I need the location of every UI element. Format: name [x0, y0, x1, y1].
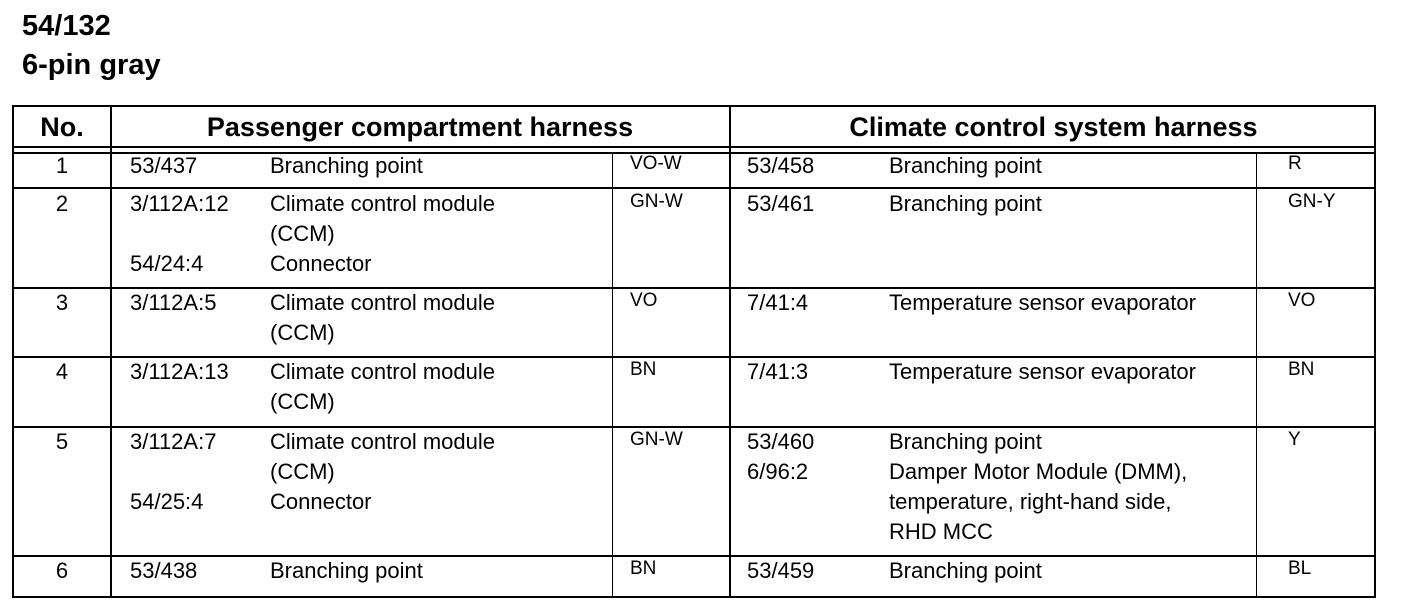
passenger-component-id: 3/112A:13 [130, 359, 229, 384]
passenger-wire-color: GN-W [630, 191, 683, 212]
climate-component-desc: Temperature sensor evaporator [889, 359, 1196, 384]
passenger-component-id: 3/112A:5 [130, 290, 217, 315]
passenger-component-desc: (CCM) [270, 221, 335, 246]
climate-wire-color: R [1288, 153, 1302, 174]
climate-component-desc: Branching point [889, 191, 1042, 216]
climate-wire-color: BN [1288, 359, 1315, 380]
passenger-wire-color: GN-W [630, 429, 683, 450]
passenger-component-desc: Branching point [270, 153, 423, 178]
connector-id: 54/132 [22, 10, 111, 42]
passenger-component-id: 3/112A:7 [130, 429, 217, 454]
passenger-component-desc: Branching point [270, 558, 423, 583]
climate-component-id: 6/96:2 [747, 459, 809, 484]
pin-number: 2 [55, 191, 69, 216]
climate-wire-color: Y [1288, 429, 1301, 450]
climate-component-id: 53/459 [747, 558, 815, 583]
passenger-component-desc: (CCM) [270, 459, 335, 484]
passenger-component-id: 3/112A:12 [130, 191, 229, 216]
climate-component-desc: Damper Motor Module (DMM), [889, 459, 1188, 484]
header-passenger-harness: Passenger compartment harness [206, 112, 634, 142]
passenger-component-id: 54/25:4 [130, 489, 204, 514]
passenger-wire-color: BN [630, 359, 657, 380]
climate-wire-color: GN-Y [1288, 191, 1336, 212]
pin-number: 4 [55, 359, 69, 384]
passenger-component-desc: (CCM) [270, 389, 335, 414]
passenger-component-desc: Climate control module [270, 359, 495, 384]
climate-wire-color: VO [1288, 290, 1316, 311]
climate-component-id: 53/460 [747, 429, 815, 454]
passenger-component-id: 53/438 [130, 558, 198, 583]
pin-table [12, 105, 1376, 598]
climate-component-id: 7/41:4 [747, 290, 809, 315]
passenger-component-desc: Climate control module [270, 290, 495, 315]
passenger-component-desc: (CCM) [270, 320, 335, 345]
climate-component-id: 7/41:3 [747, 359, 809, 384]
passenger-wire-color: VO [630, 290, 658, 311]
pin-number: 3 [55, 290, 69, 315]
passenger-component-desc: Climate control module [270, 191, 495, 216]
climate-component-id: 53/461 [747, 191, 815, 216]
pin-number: 1 [55, 153, 69, 178]
climate-component-desc: Temperature sensor evaporator [889, 290, 1196, 315]
climate-component-desc: Branching point [889, 558, 1042, 583]
climate-component-desc: Branching point [889, 153, 1042, 178]
header-climate-harness: Climate control system harness [849, 112, 1258, 142]
passenger-component-id: 54/24:4 [130, 251, 204, 276]
connector-description: 6-pin gray [22, 49, 161, 81]
climate-component-id: 53/458 [747, 153, 815, 178]
climate-wire-color: BL [1288, 558, 1312, 579]
header-no: No. [40, 112, 84, 142]
climate-component-desc: temperature, right-hand side, [889, 489, 1172, 514]
pin-number: 5 [55, 429, 69, 454]
passenger-component-desc: Connector [270, 251, 372, 276]
passenger-wire-color: BN [630, 558, 657, 579]
climate-component-desc: Branching point [889, 429, 1042, 454]
passenger-component-desc: Climate control module [270, 429, 495, 454]
passenger-component-id: 53/437 [130, 153, 198, 178]
passenger-component-desc: Connector [270, 489, 372, 514]
passenger-wire-color: VO-W [630, 153, 682, 174]
pin-number: 6 [55, 558, 69, 583]
climate-component-desc: RHD MCC [889, 519, 993, 544]
